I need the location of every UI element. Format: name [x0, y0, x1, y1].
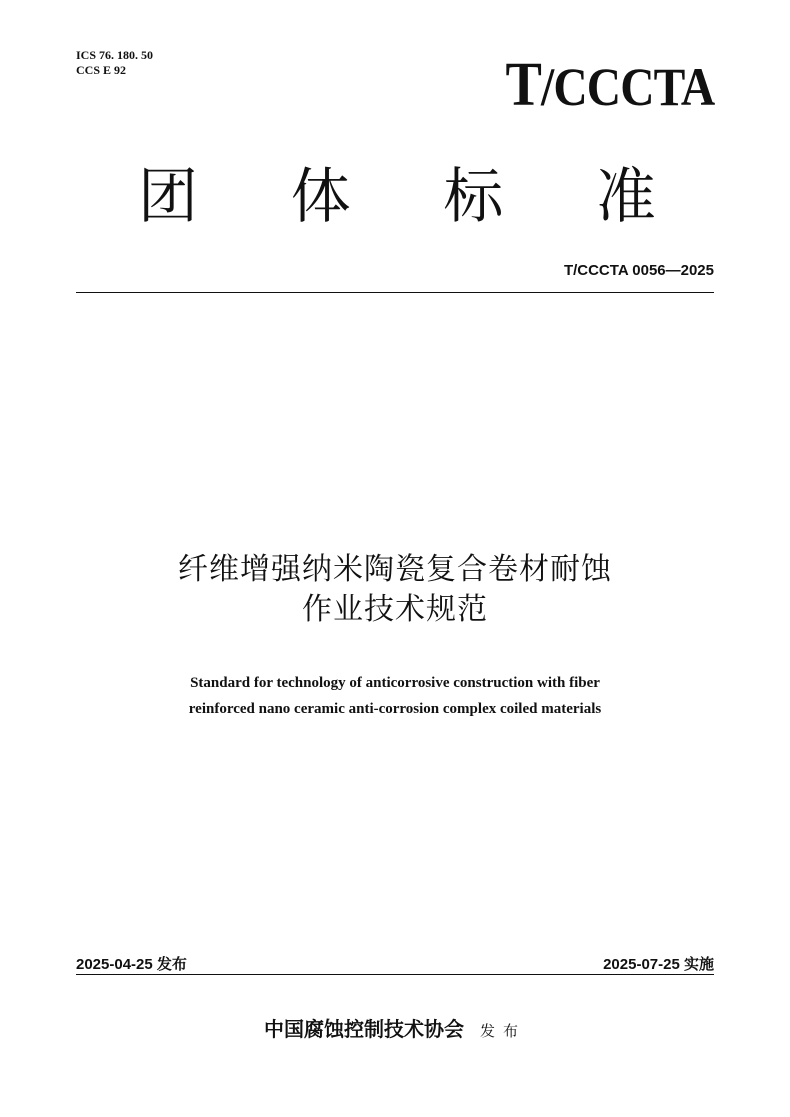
chinese-title-line-1: 纤维增强纳米陶瓷复合卷材耐蚀: [178, 552, 612, 587]
standard-type-char: 体: [290, 162, 351, 232]
bottom-divider: [76, 974, 714, 975]
publisher-name: 中国腐蚀控制技术协会: [263, 1017, 464, 1041]
ccs-code: CCS E 92: [76, 63, 127, 77]
issue-date: 2025-04-25 发布: [76, 956, 187, 973]
brand-letter: T: [505, 51, 541, 119]
standard-type-char: 团: [138, 162, 198, 232]
publisher-line: [0, 1016, 790, 1044]
standard-brand-logo: [505, 51, 714, 119]
brand-org-code: /CCCTA: [540, 57, 714, 117]
standard-type-heading: [76, 162, 714, 232]
english-title-line-2: reinforced nano ceramic anti-corrosion complex coiled materials: [188, 701, 602, 717]
top-divider: [76, 292, 714, 293]
standard-type-char: 标: [443, 162, 504, 232]
ics-code: ICS 76. 180. 50: [76, 48, 154, 62]
chinese-title: [76, 550, 714, 630]
english-title: [76, 670, 714, 722]
classification-codes: [76, 48, 153, 78]
publish-action: 发布: [479, 1022, 526, 1040]
standard-type-char: 准: [595, 162, 656, 232]
implementation-date: 2025-07-25 实施: [603, 956, 714, 973]
english-title-line-1: Standard for technology of anticorrosive construction with fiber: [190, 675, 600, 691]
chinese-title-line-2: 作业技术规范: [302, 592, 488, 627]
standard-number: T/CCCTA 0056—2025: [563, 262, 714, 279]
